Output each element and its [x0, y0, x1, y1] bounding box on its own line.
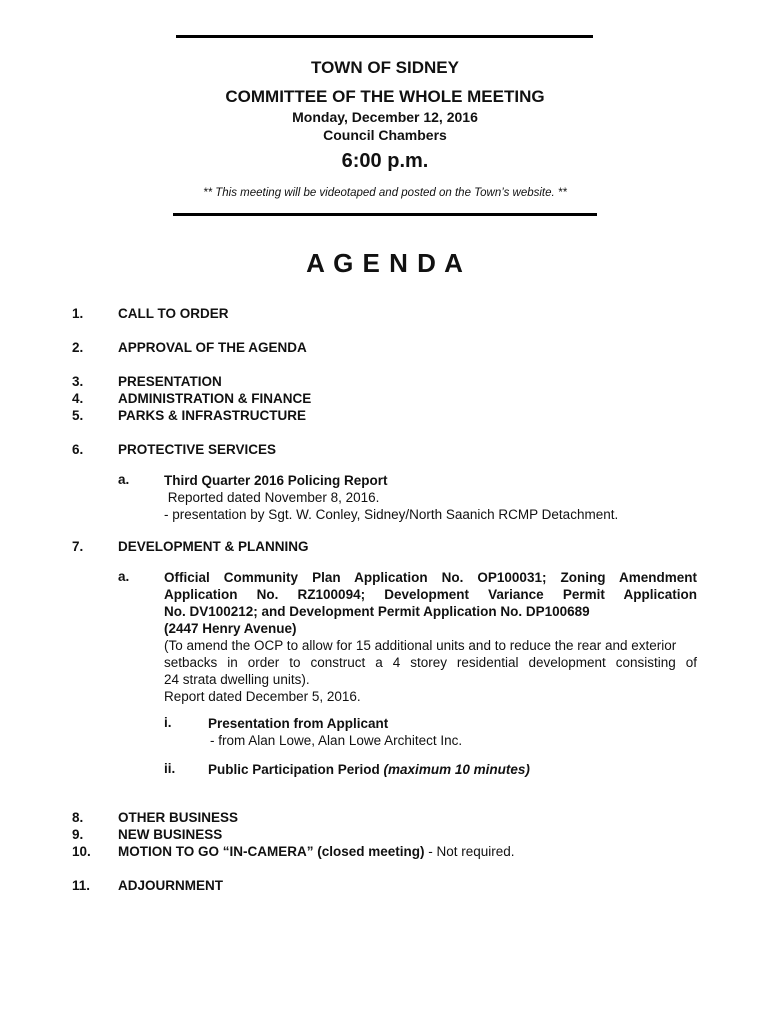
application-description-line: (To amend the OCP to allow for 15 additional units and to reduce the rear and exterior: [164, 638, 677, 653]
item-number: 2.: [72, 340, 84, 355]
meeting-time: 6:00 p.m.: [341, 150, 429, 172]
policing-report-presenter: - presentation by Sgt. W. Conley, Sidney/North Saanich RCMP Detachment.: [164, 507, 619, 522]
item-number: 1.: [72, 306, 84, 321]
item-number: 10.: [72, 844, 91, 859]
applicant-presentation-detail: - from Alan Lowe, Alan Lowe Architect Inc.: [210, 733, 463, 748]
item-number: 7.: [72, 539, 84, 554]
top-rule: [176, 35, 593, 38]
policing-report: [164, 472, 704, 523]
agenda-title: A G E N D A: [306, 248, 464, 278]
development-application: [164, 569, 697, 705]
item-label: APPROVAL OF THE AGENDA: [118, 340, 307, 355]
item-number: 9.: [72, 827, 84, 842]
item-label: ADMINISTRATION & FINANCE: [118, 391, 312, 406]
subitem-letter: a.: [118, 569, 130, 584]
subitem-letter: a.: [118, 472, 130, 487]
item-number: 6.: [72, 442, 84, 457]
meeting-date: Monday, December 12, 2016: [292, 109, 478, 125]
bottom-rule: [173, 213, 597, 216]
policing-report-date: Reported dated November 8, 2016.: [164, 490, 380, 505]
in-camera-note: - Not required.: [424, 844, 515, 859]
town-name: TOWN OF SIDNEY: [311, 58, 459, 77]
meeting-location: Council Chambers: [323, 127, 447, 143]
item-label: CALL TO ORDER: [118, 306, 229, 321]
application-title-line: Official Community Plan Application No. OP100031; Zoning Amendment: [164, 570, 697, 585]
subitem-roman: i.: [164, 715, 172, 730]
item-label: [118, 844, 515, 859]
public-participation-title: Public Participation Period: [208, 762, 384, 777]
item-number: 11.: [72, 878, 91, 893]
subitem-roman: ii.: [164, 761, 176, 776]
item-number: 4.: [72, 391, 84, 406]
meeting-name: COMMITTEE OF THE WHOLE MEETING: [225, 87, 545, 106]
application-title-line: Application No. RZ100094; Development Variance Permit Application: [164, 587, 697, 602]
item-number: 5.: [72, 408, 84, 423]
in-camera-label: MOTION TO GO “IN-CAMERA” (closed meeting): [118, 844, 425, 859]
item-label: PROTECTIVE SERVICES: [118, 442, 277, 457]
policing-report-title: Third Quarter 2016 Policing Report: [164, 473, 388, 488]
item-label: DEVELOPMENT & PLANNING: [118, 539, 309, 554]
applicant-presentation-title: Presentation from Applicant: [208, 716, 389, 731]
item-label: NEW BUSINESS: [118, 827, 223, 842]
application-address: (2447 Henry Avenue): [164, 621, 297, 636]
application-description-line: setbacks in order to construct a 4 storey residential development consisting of: [164, 655, 697, 670]
item-number: 8.: [72, 810, 84, 825]
application-title-line: No. DV100212; and Development Permit Application No. DP100689: [164, 604, 590, 619]
video-notice: ** This meeting will be videotaped and posted on the Town’s website. **: [203, 187, 567, 199]
item-label: PRESENTATION: [118, 374, 222, 389]
public-participation: [208, 761, 530, 778]
item-number: 3.: [72, 374, 84, 389]
public-participation-note: (maximum 10 minutes): [383, 762, 530, 777]
item-label: PARKS & INFRASTRUCTURE: [118, 408, 306, 423]
item-label: OTHER BUSINESS: [118, 810, 239, 825]
application-description-line: 24 strata dwelling units).: [164, 672, 310, 687]
item-label: ADJOURNMENT: [118, 878, 224, 893]
application-report-date: Report dated December 5, 2016.: [164, 689, 361, 704]
applicant-presentation: [208, 715, 462, 749]
